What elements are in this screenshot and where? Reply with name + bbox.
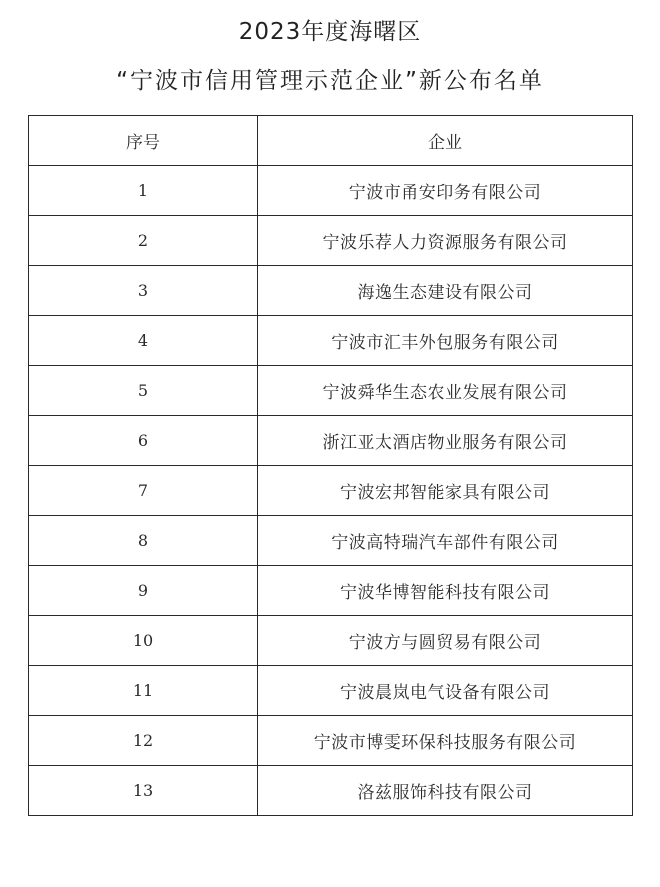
table-row — [29, 266, 633, 316]
table-row — [29, 416, 633, 466]
serial-number-cell: 7 — [29, 466, 258, 516]
serial-number-cell: 1 — [29, 166, 258, 216]
table-row — [29, 166, 633, 216]
serial-number-cell: 13 — [29, 766, 258, 816]
table-row — [29, 466, 633, 516]
table-header-row — [29, 116, 633, 166]
serial-number-cell: 4 — [29, 316, 258, 366]
serial-number-cell: 9 — [29, 566, 258, 616]
serial-number-cell: 12 — [29, 716, 258, 766]
table-row — [29, 216, 633, 266]
table-row — [29, 666, 633, 716]
table-row — [29, 366, 633, 416]
company-name-cell: 宁波宏邦智能家具有限公司 — [258, 466, 633, 516]
table-row — [29, 716, 633, 766]
table-row — [29, 516, 633, 566]
document-title-line-1: 2023年度海曙区 — [238, 19, 422, 45]
serial-number-cell: 8 — [29, 516, 258, 566]
serial-number-cell: 11 — [29, 666, 258, 716]
company-name-cell: 洛兹服饰科技有限公司 — [258, 766, 633, 816]
column-header-enterprise: 企业 — [258, 116, 633, 166]
serial-number-cell: 3 — [29, 266, 258, 316]
serial-number-cell: 5 — [29, 366, 258, 416]
table-row — [29, 566, 633, 616]
table-row — [29, 766, 633, 816]
company-name-cell: 宁波方与圆贸易有限公司 — [258, 616, 633, 666]
enterprise-list-table — [28, 115, 633, 816]
company-name-cell: 宁波高特瑞汽车部件有限公司 — [258, 516, 633, 566]
document-title-line-2: “宁波市信用管理示范企业”新公布名单 — [116, 68, 544, 94]
company-name-cell: 宁波市汇丰外包服务有限公司 — [258, 316, 633, 366]
serial-number-cell: 6 — [29, 416, 258, 466]
company-name-cell: 浙江亚太酒店物业服务有限公司 — [258, 416, 633, 466]
serial-number-cell: 2 — [29, 216, 258, 266]
table-row — [29, 316, 633, 366]
company-name-cell: 宁波乐荐人力资源服务有限公司 — [258, 216, 633, 266]
company-name-cell: 宁波华博智能科技有限公司 — [258, 566, 633, 616]
company-name-cell: 海逸生态建设有限公司 — [258, 266, 633, 316]
company-name-cell: 宁波晨岚电气设备有限公司 — [258, 666, 633, 716]
column-header-serial-number: 序号 — [29, 116, 258, 166]
serial-number-cell: 10 — [29, 616, 258, 666]
company-name-cell: 宁波市甬安印务有限公司 — [258, 166, 633, 216]
company-name-cell: 宁波市博雯环保科技服务有限公司 — [258, 716, 633, 766]
table-row — [29, 616, 633, 666]
company-name-cell: 宁波舜华生态农业发展有限公司 — [258, 366, 633, 416]
